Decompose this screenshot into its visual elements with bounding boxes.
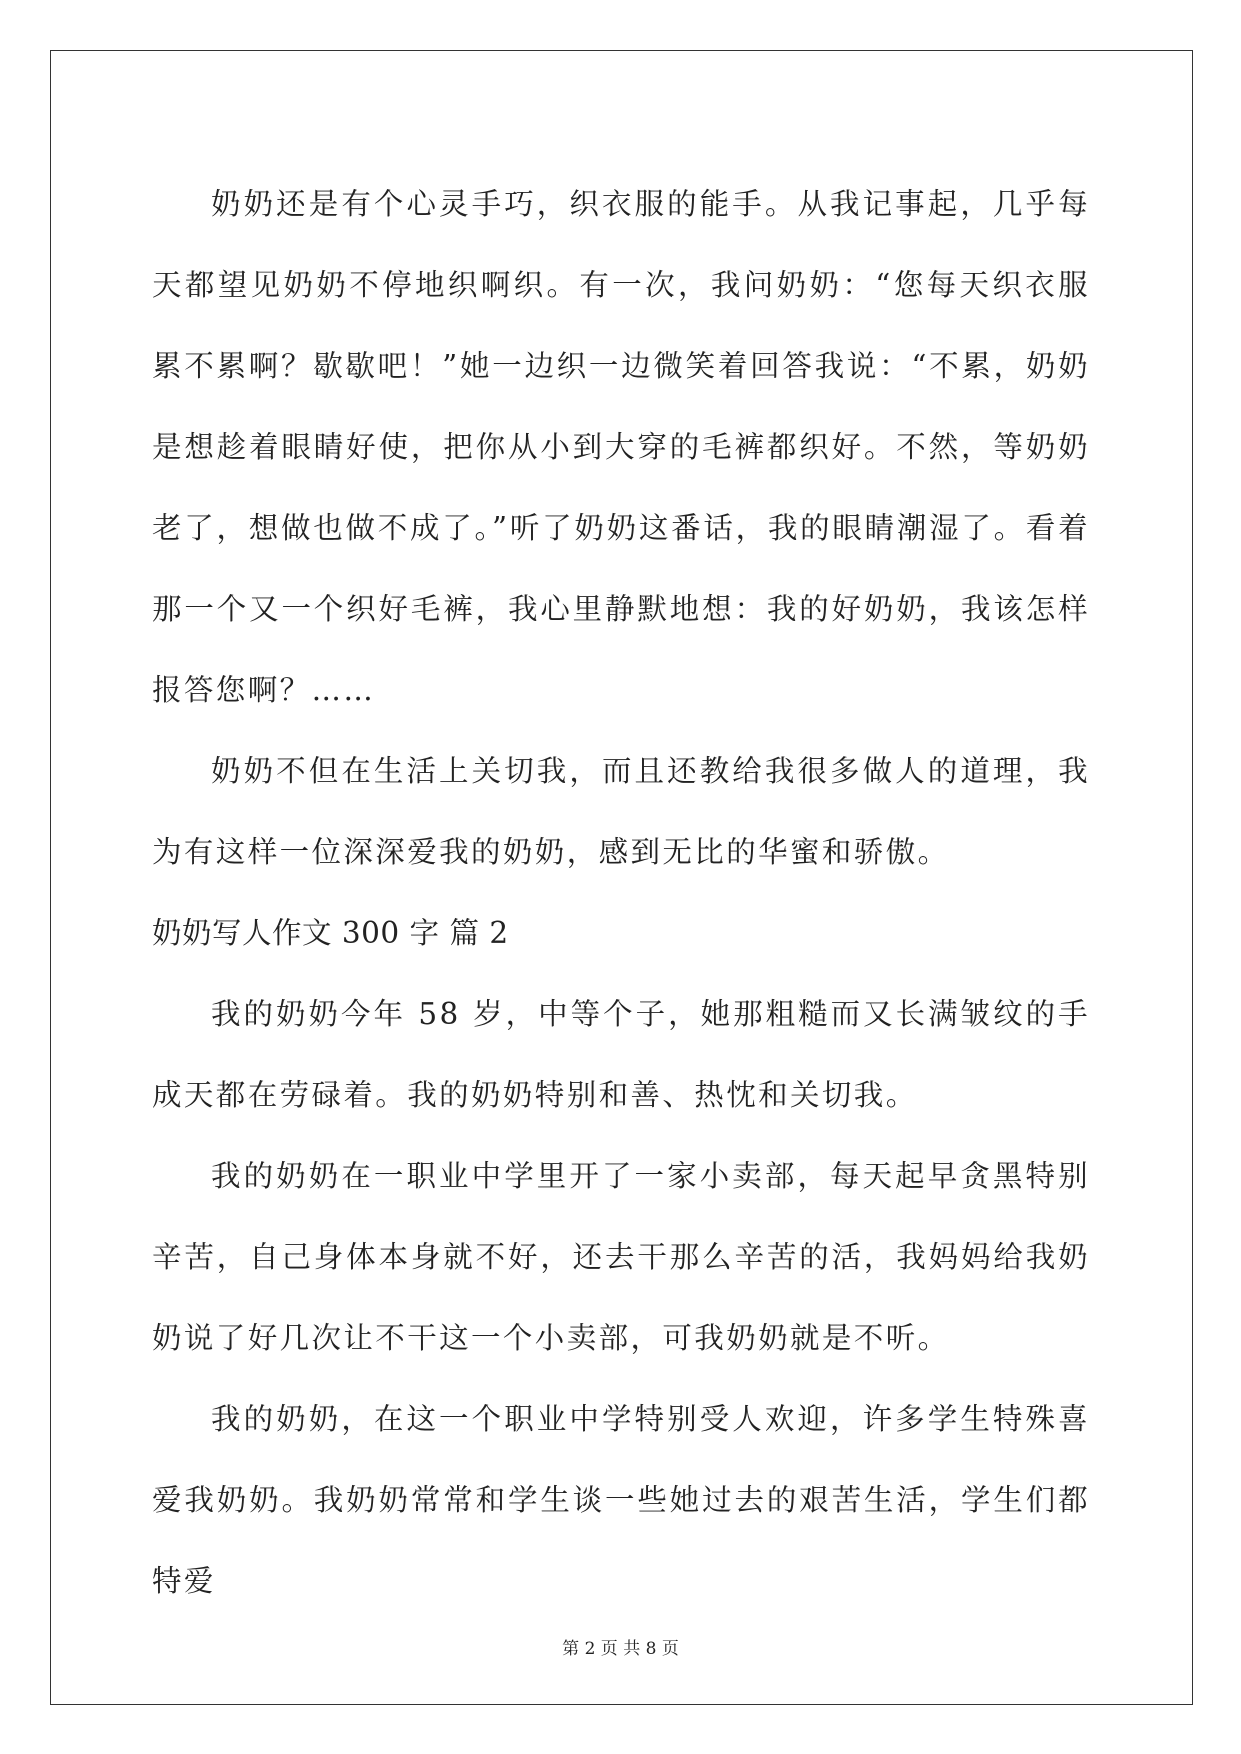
paragraph: 我的奶奶，在这一个职业中学特别受人欢迎，许多学生特殊喜爱我奶奶。我奶奶常常和学生谈一些她过去的艰苦生活，学生们都特爱 — [152, 1402, 1090, 1598]
paragraph: 我的奶奶在一职业中学里开了一家小卖部，每天起早贪黑特别辛苦，自己身体本身就不好，还去干那么辛苦的活，我妈妈给我奶奶说了好几次让不干这一个小卖部，可我奶奶就是不听。 — [152, 1159, 1090, 1355]
document-body — [152, 164, 1090, 1622]
paragraph: 奶奶不但在生活上关切我，而且还教给我很多做人的道理，我为有这样一位深深爱我的奶奶，感到无比的华蜜和骄傲。 — [152, 754, 1090, 869]
paragraph: 奶奶还是有个心灵手巧，织衣服的能手。从我记事起，几乎每天都望见奶奶不停地织啊织。有一次，我问奶奶：“您每天织衣服累不累啊？歇歇吧！”她一边织一边微笑着回答我说：“不累，奶奶是想趁着眼睛好使，把你从小到大穿的毛裤都织好。不然，等奶奶老了，想做也做不成了。”听了奶奶这番话，我的眼睛潮湿了。看着那一个又一个织好毛裤，我心里静默地想：我的好奶奶，我该怎样报答您啊？…… — [152, 187, 1090, 707]
section-heading: 奶奶写人作文 300 字 篇 2 — [152, 916, 509, 950]
page-number-footer: 第 2 页 共 8 页 — [562, 1639, 679, 1659]
paragraph: 我的奶奶今年 58 岁，中等个子，她那粗糙而又长满皱纹的手成天都在劳碌着。我的奶奶特别和善、热忱和关切我。 — [152, 997, 1090, 1112]
